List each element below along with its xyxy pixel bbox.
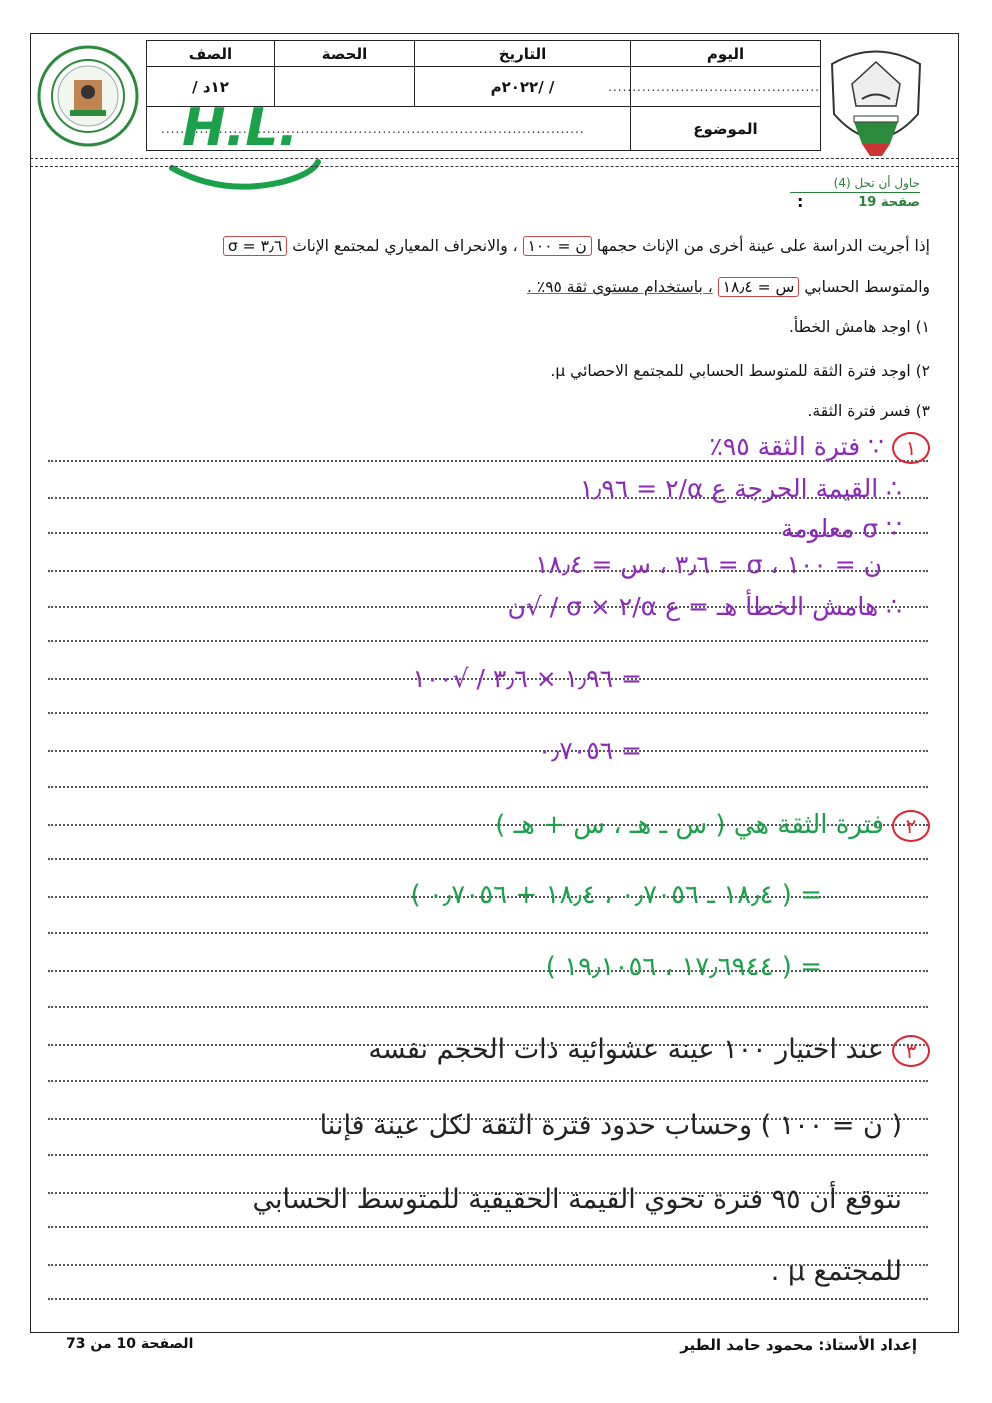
ruled-line bbox=[48, 1080, 928, 1082]
subject-label: الموضوع bbox=[631, 107, 821, 151]
answer-2-marker: ٢ bbox=[892, 810, 930, 842]
answer-1-marker: ١ bbox=[892, 432, 930, 464]
task-2: ٢) اوجد فترة الثقة للمتوسط الحسابي للمجتمع الاحصائي μ. bbox=[550, 362, 930, 380]
try-to-solve-page: صفحة 19 bbox=[790, 192, 920, 210]
handwritten-tag bbox=[162, 98, 332, 194]
question-line-1 bbox=[223, 236, 930, 256]
ruled-line bbox=[48, 640, 928, 642]
period-label: الحصة bbox=[275, 41, 415, 67]
date-label: التاريخ bbox=[415, 41, 631, 67]
task-3: ٣) فسر فترة الثقة. bbox=[807, 402, 930, 420]
class-label: الصف bbox=[147, 41, 275, 67]
q-line1-mid: ، والانحراف المعياري لمجتمع الإناث bbox=[292, 237, 518, 255]
answer-2-line-3: = ( ١٧٫٦٩٤٤ ، ١٩٫١٠٥٦ ) bbox=[545, 952, 822, 982]
answer-3-marker: ٣ bbox=[892, 1035, 930, 1067]
q-line2-post: ، باستخدام مستوى ثقة ٩٥٪ . bbox=[527, 278, 713, 296]
ruled-line bbox=[48, 1006, 928, 1008]
author-credit: إعداد الأستاذ: محمود حامد الطير bbox=[680, 1336, 917, 1354]
answer-1-line-6: = ١٫٩٦ × ٣٫٦ / √١٠٠ bbox=[412, 664, 642, 693]
try-to-solve-box bbox=[790, 176, 920, 210]
try-to-solve-label: حاول أن تحل (4) bbox=[833, 176, 920, 190]
q-line1-text: إذا أجريت الدراسة على عينة أخرى من الإناث حجمها bbox=[596, 237, 930, 255]
try-colon: : bbox=[797, 192, 804, 211]
ruled-line bbox=[48, 932, 928, 934]
ruled-line bbox=[48, 712, 928, 714]
answer-3-line-3: نتوقع أن ٩٥ فترة تحوي القيمة الحقيقية للمتوسط الحسابي bbox=[252, 1184, 902, 1215]
answer-2-line-1: ٢فترة الثقة هي ( س ـ هـ ، س + هـ ) bbox=[495, 810, 930, 842]
task-1: ١) اوجد هامش الخطأ. bbox=[788, 318, 930, 336]
ruled-line bbox=[48, 750, 928, 752]
ruled-line bbox=[48, 1298, 928, 1300]
ruled-line bbox=[48, 786, 928, 788]
answer-1-line-4: ن = ١٠٠ ، σ = ٣٫٦ ، س = ١٨٫٤ bbox=[535, 550, 882, 579]
answer-1-line-5: ∴ هامش الخطأ هـ = ع α/٢ × σ / √ن bbox=[507, 592, 902, 621]
answer-2-line-2: = ( ١٨٫٤ ـ ٠٫٧٠٥٦ ، ١٨٫٤ + ٠٫٧٠٥٦ ) bbox=[410, 880, 822, 910]
ruled-line bbox=[48, 858, 928, 860]
date-field[interactable]: / /٢٠٢٢م bbox=[415, 67, 631, 107]
answer-1-line-1: ١∵ فترة الثقة ٩٥٪ bbox=[709, 432, 930, 464]
header-separator-2 bbox=[30, 166, 959, 167]
day-field[interactable]: ............................................ bbox=[631, 67, 821, 107]
sigma-box: σ = ٣٫٦ bbox=[223, 236, 287, 256]
answer-3-line-1: ٣عند اختيار ١٠٠ عينة عشوائية ذات الحجم نفسه bbox=[368, 1034, 930, 1067]
question-line-2 bbox=[527, 278, 930, 296]
sample-size-box: ن = ١٠٠ bbox=[523, 236, 592, 256]
answer-1-line-7: = ٠٫٧٠٥٦ bbox=[537, 736, 642, 765]
page-number: الصفحة 10 من 73 bbox=[66, 1336, 194, 1352]
q-line2-text: والمتوسط الحسابي bbox=[804, 278, 930, 296]
school-seal-icon bbox=[36, 44, 140, 148]
handwritten-tag-text: H.L. bbox=[182, 98, 299, 158]
day-label: اليوم bbox=[631, 41, 821, 67]
ruled-line bbox=[48, 1226, 928, 1228]
ruled-line bbox=[48, 1154, 928, 1156]
class-field[interactable]: ١٢د / bbox=[147, 67, 275, 107]
answer-3-line-2: ( ن = ١٠٠ ) وحساب حدود فترة الثقة لكل عينة فإننا bbox=[319, 1110, 902, 1141]
kuwait-emblem-icon bbox=[822, 44, 930, 164]
answer-1-line-3: ∵ σ معلومة bbox=[780, 514, 902, 543]
mean-box: س = ١٨٫٤ bbox=[718, 277, 800, 297]
answer-1-line-2: ∴ القيمة الحرجة ع α/٢ = ١٫٩٦ bbox=[579, 474, 902, 503]
subject-field[interactable]: ........................................................................................ bbox=[147, 107, 631, 151]
answer-3-line-4: للمجتمع μ . bbox=[770, 1256, 902, 1287]
header-separator-1 bbox=[30, 158, 959, 159]
